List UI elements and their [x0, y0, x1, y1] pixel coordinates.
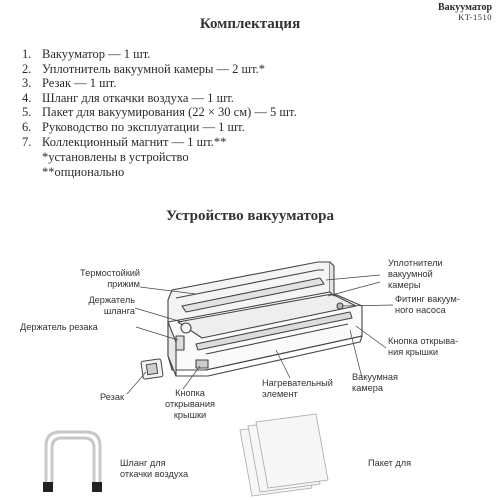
label-vacuum-chamber: Вакуумная камера — [352, 372, 398, 393]
list-item: 1. Вакууматор — 1 шт. — [22, 47, 151, 61]
brand-name: Вакууматор — [438, 2, 492, 13]
list-item: 3. Резак — 1 шт. — [22, 76, 117, 91]
label-cutter-holder: Держатель резака — [20, 322, 98, 332]
list-item: 7. Коллекционный магнит — 1 шт.** — [22, 134, 227, 149]
label-hose-holder: Держатель шланга — [88, 295, 135, 316]
label-cutter: Резак — [100, 392, 124, 402]
kit-title: Комплектация — [199, 16, 301, 32]
model-number: KT-1510 — [458, 12, 492, 22]
label-hose: Шланг для откачки воздуха — [120, 458, 189, 479]
label-heating-element: Нагревательный элемент — [262, 378, 333, 399]
list-item: 6. Руководство по эксплуатации — 1 шт. — [22, 119, 245, 134]
label-pump-fitting: Фитинг вакуум- ного насоса — [395, 294, 460, 315]
list-item: 4. Шланг для откачки воздуха — 1 шт. — [22, 90, 234, 105]
label-lid-button-front: Кнопка открывания крышки — [165, 388, 215, 420]
footnote-installed: *установлены в устройство — [42, 150, 189, 164]
label-lid-button-side: Кнопка открыва- ния крышки — [388, 336, 459, 357]
label-bag: Пакет для — [368, 458, 412, 468]
list-item: 5. Пакет для вакуумирования (22 × 30 см) — 5 шт. — [22, 105, 297, 120]
label-heat-clamp: Термостойкий прижим — [80, 268, 140, 289]
footnote-optional: **опционально — [42, 165, 125, 179]
list-item: 2. Уплотнитель вакуумной камеры — 2 шт.* — [22, 61, 266, 76]
device-title: Устройство вакууматора — [166, 208, 334, 224]
label-chamber-seals: Уплотнители вакуумной камеры — [388, 258, 443, 290]
